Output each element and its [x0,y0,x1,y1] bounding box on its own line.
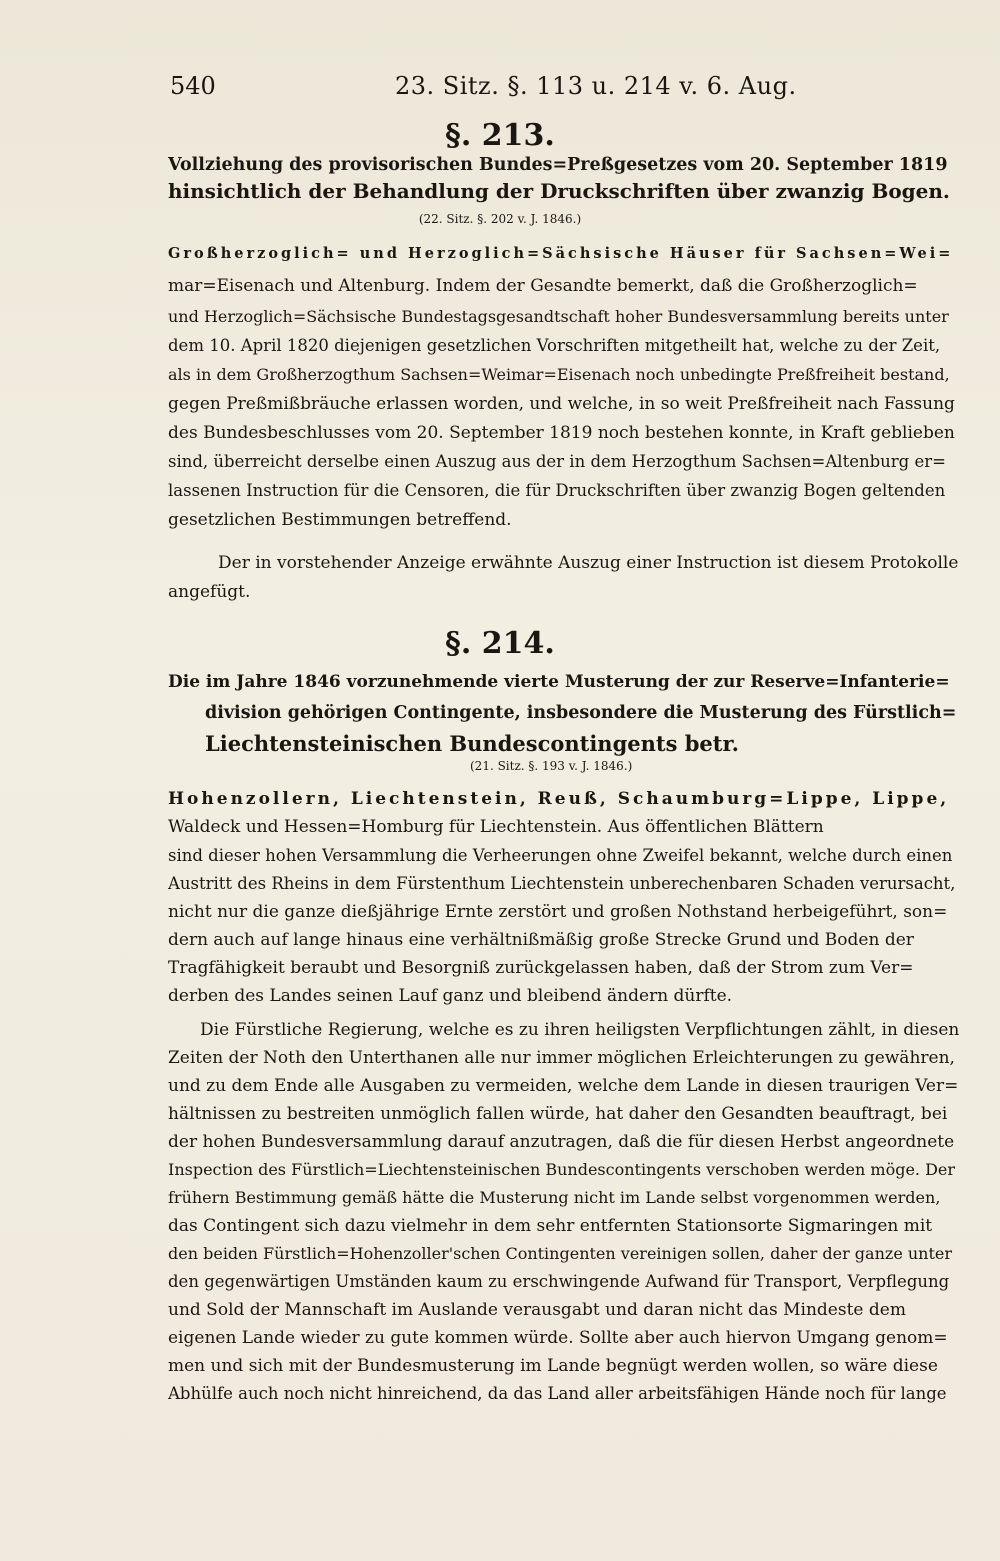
section-214-body-line: den beiden Fürstlich=Hohenzoller'schen Contingenten vereinigen sollen, daher der ganze unter [168,1244,953,1263]
page-number: 540 [170,72,216,100]
section-214-body-line: Die Fürstliche Regierung, welche es zu ihren heiligsten Verpflichtungen zählt, in diesen [200,1020,960,1040]
section-214-body-line: nicht nur die ganze dießjährige Ernte zerstört und großen Nothstand herbeigeführt, son= [168,902,948,922]
section-213-note-line: Der in vorstehender Anzeige erwähnte Auszug einer Instruction ist diesem Protokolle [218,553,959,573]
section-214-body-line: das Contingent sich dazu vielmehr in dem sehr entfernten Stationsorte Sigmaringen mit [168,1216,933,1236]
running-head: 23. Sitz. §. 113 u. 214 v. 6. Aug. [395,72,797,100]
running-header [170,72,960,108]
section-214-body-line: und zu dem Ende alle Ausgaben zu vermeiden, welche dem Lande in diesen traurigen Ver= [168,1076,959,1096]
section-213-body-line: Großherzoglich= und Herzoglich=Sächsische Häuser für Sachsen=Wei= [168,245,954,262]
section-214-body-line: und Sold der Mannschaft im Auslande verausgabt und daran nicht das Mindeste dem [168,1300,906,1320]
section-214-body-line: der hohen Bundesversammlung darauf anzutragen, daß die für diesen Herbst angeordnete [168,1132,955,1152]
section-214-body-line: Abhülfe auch noch nicht hinreichend, da das Land aller arbeitsfähigen Hände noch für lange [168,1384,947,1403]
section-214-body-line: eigenen Lande wieder zu gute kommen würde. Sollte aber auch hiervon Umgang genom= [168,1328,948,1348]
section-213-body-line: gegen Preßmißbräuche erlassen worden, und welche, in so weit Preßfreiheit nach Fassung [168,394,955,414]
section-213-body-line: und Herzoglich=Sächsische Bundestagsgesandtschaft hoher Bundesversammlung bereits unter [168,307,949,326]
section-213-body-line: gesetzlichen Bestimmungen betreffend. [168,510,512,530]
section-213-number: §. 213. [445,118,555,153]
section-214-body-line: Hohenzollern, Liechtenstein, Reuß, Schaumburg=Lippe, Lippe, [168,789,950,809]
section-214-body-line: den gegenwärtigen Umständen kaum zu erschwingende Aufwand für Transport, Verpflegung [168,1272,950,1291]
section-214-body-line: derben des Landes seinen Lauf ganz und bleibend ändern dürfte. [168,986,733,1006]
section-213-title-line: Vollziehung des provisorischen Bundes=Preßgesetzes vom 20. September 1819 [168,155,948,175]
section-214-body-line: men und sich mit der Bundesmusterung im Lande begnügt werden wollen, so wäre diese [168,1356,938,1376]
section-214-body-line: frühern Bestimmung gemäß hätte die Musterung nicht im Lande selbst vorgenommen werden, [168,1188,941,1207]
section-214-title-line: division gehörigen Contingente, insbesondere die Musterung des Fürstlich= [205,703,957,723]
section-213-title-line: hinsichtlich der Behandlung der Druckschriften über zwanzig Bogen. [168,179,950,203]
section-214-body-line: Tragfähigkeit beraubt und Besorgniß zurückgelassen haben, daß der Strom zum Ver= [168,958,914,978]
section-213-body-line: dem 10. April 1820 diejenigen gesetzlichen Vorschriften mitgetheilt hat, welche zu der Zeit, [168,336,941,355]
section-213-note-line: angefügt. [168,582,251,602]
section-214-body-line: hältnissen zu bestreiten unmöglich fallen würde, hat daher den Gesandten beauftragt, bei [168,1104,948,1124]
section-214-body-line: sind dieser hohen Versammlung die Verheerungen ohne Zweifel bekannt, welche durch einen [168,846,953,865]
section-214-body-line: Waldeck und Hessen=Homburg für Liechtenstein. Aus öffentlichen Blättern [168,817,824,837]
section-214-citation: (21. Sitz. §. 193 v. J. 1846.) [470,759,633,773]
section-214-body-line: Austritt des Rheins in dem Fürstenthum Liechtenstein unberechenbaren Schaden verursacht, [168,874,956,893]
section-213-body-line: sind, überreicht derselbe einen Auszug aus der in dem Herzogthum Sachsen=Altenburg er= [168,452,946,471]
section-213-body-line: des Bundesbeschlusses vom 20. September 1819 noch bestehen konnte, in Kraft geblieben [168,423,955,443]
section-214-body-line: Inspection des Fürstlich=Liechtensteinischen Bundescontingents verschoben werden möge. Der [168,1160,956,1179]
section-213-body-line: mar=Eisenach und Altenburg. Indem der Gesandte bemerkt, daß die Großherzoglich= [168,276,918,296]
section-214-body-line: Zeiten der Noth den Unterthanen alle nur immer möglichen Erleichterungen zu gewähren, [168,1048,955,1068]
section-213-body-line: lassenen Instruction für die Censoren, die für Druckschriften über zwanzig Bogen geltenden [168,481,946,500]
section-213-citation: (22. Sitz. §. 202 v. J. 1846.) [418,212,582,226]
section-214-title-line: Liechtensteinischen Bundescontingents betr. [205,731,739,756]
section-214-number: §. 214. [445,626,555,661]
section-214-body-line: dern auch auf lange hinaus eine verhältnißmäßig große Strecke Grund und Boden der [168,930,914,950]
section-214-title-line: Die im Jahre 1846 vorzunehmende vierte Musterung der zur Reserve=Infanterie= [168,672,950,692]
section-213-body-line: als in dem Großherzogthum Sachsen=Weimar=Eisenach noch unbedingte Preßfreiheit bestand, [168,365,950,384]
